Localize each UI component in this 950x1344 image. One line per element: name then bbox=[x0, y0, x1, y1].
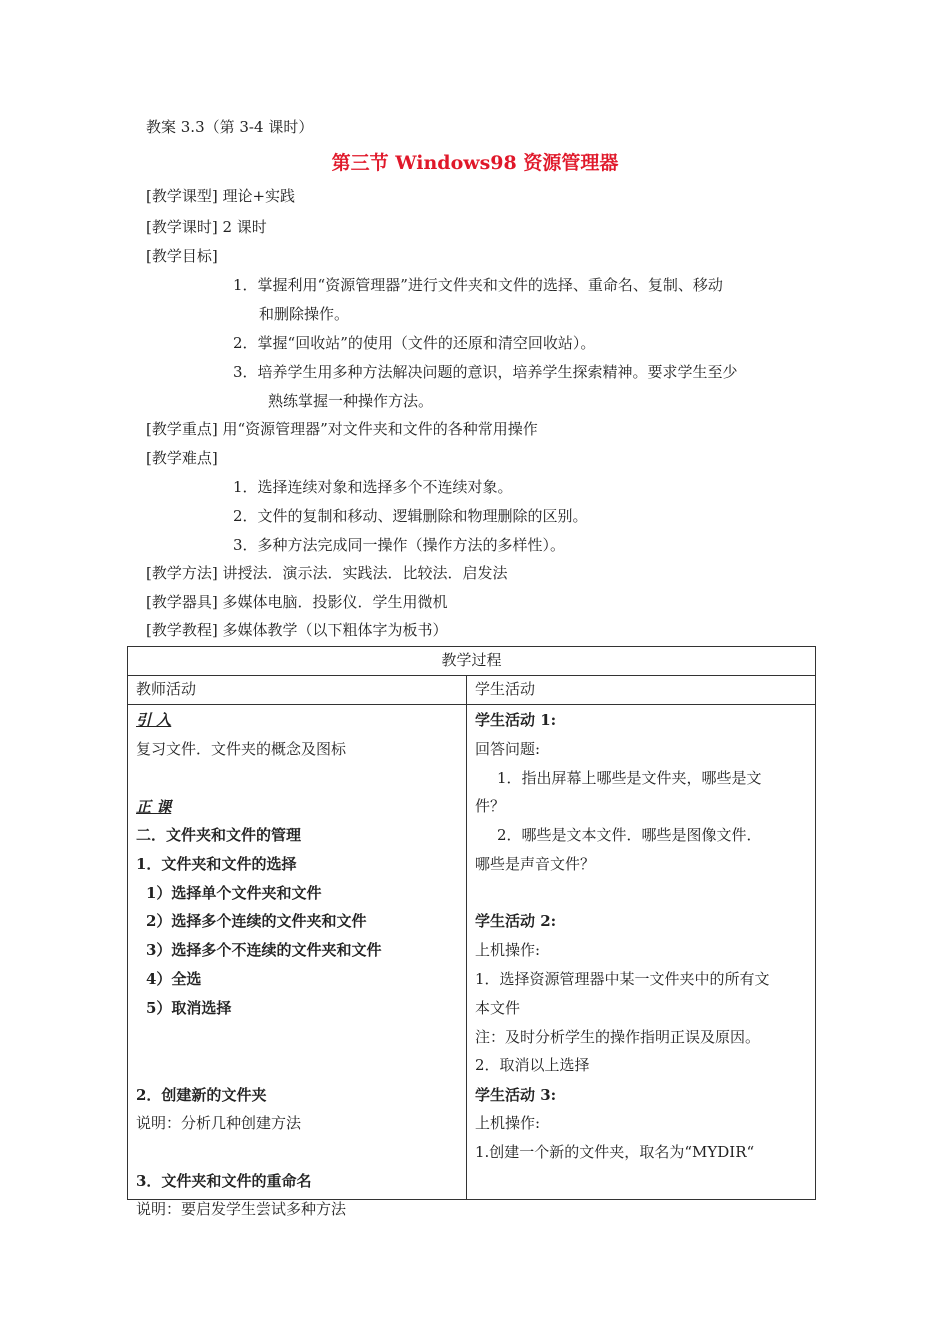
goals-label: [教学目标] bbox=[146, 247, 218, 265]
goal-line: 和删除操作。 bbox=[259, 305, 350, 323]
process-table bbox=[127, 646, 816, 1218]
subsection-heading: 3．文件夹和文件的重命名 bbox=[136, 1172, 312, 1190]
activity-text: 哪些是声音文件？ bbox=[475, 855, 596, 873]
teacher-column-header: 教师活动 bbox=[128, 676, 467, 705]
subsection-heading: 1．文件夹和文件的选择 bbox=[136, 855, 297, 873]
activity-label: 学生活动 3: bbox=[475, 1086, 557, 1104]
goal-line: 3．培养学生用多种方法解决问题的意识，培养学生探索精神。要求学生至少 bbox=[233, 363, 738, 381]
list-item: 1）选择单个文件夹和文件 bbox=[146, 884, 322, 902]
goal-line: 熟练掌握一种操作方法。 bbox=[268, 392, 434, 410]
activity-text: 上机操作: bbox=[475, 1114, 541, 1132]
key-point: [教学重点] 用“资源管理器”对文件夹和文件的各种常用操作 bbox=[146, 420, 538, 438]
activity-text: 2．取消以上选择 bbox=[475, 1056, 590, 1074]
student-activity-cell bbox=[467, 705, 816, 1200]
difficulty-line: 3．多种方法完成同一操作（操作方法的多样性）。 bbox=[233, 536, 566, 554]
difficulty-line: 2．文件的复制和移动、逻辑删除和物理删除的区别。 bbox=[233, 507, 588, 525]
teacher-activity-cell bbox=[128, 705, 467, 1218]
teaching-method: [教学方法] 讲授法．演示法．实践法．比较法．启发法 bbox=[146, 564, 508, 582]
table-title: 教学过程 bbox=[128, 647, 816, 676]
activity-text: 注：及时分析学生的操作指明正误及原因。 bbox=[475, 1028, 761, 1046]
lesson-type: [教学课型] 理论+实践 bbox=[146, 187, 296, 205]
activity-label: 学生活动 1: bbox=[475, 711, 557, 729]
activity-text: 1.创建一个新的文件夹，取名为“MYDIR“ bbox=[475, 1143, 755, 1161]
list-item: 5）取消选择 bbox=[146, 999, 232, 1017]
activity-text: 上机操作: bbox=[475, 941, 541, 959]
activity-text: 回答问题: bbox=[475, 740, 541, 758]
teaching-course: [教学教程] 多媒体教学（以下粗体字为板书） bbox=[146, 621, 448, 639]
intro-text: 复习文件．文件夹的概念及图标 bbox=[136, 740, 347, 758]
subsection-heading: 2．创建新的文件夹 bbox=[136, 1086, 267, 1104]
list-item: 3）选择多个不连续的文件夹和文件 bbox=[146, 941, 382, 959]
difficulty-label: [教学难点] bbox=[146, 449, 218, 467]
lesson-hours: [教学课时] 2 课时 bbox=[146, 218, 267, 236]
main-label: 正 课 bbox=[136, 798, 172, 816]
activity-text: 件？ bbox=[475, 797, 506, 815]
page-title: 第三节 Windows98 资源管理器 bbox=[331, 152, 619, 174]
student-column-header: 学生活动 bbox=[467, 676, 816, 705]
activity-text: 1．指出屏幕上哪些是文件夹，哪些是文 bbox=[497, 769, 762, 787]
intro-label: 引 入 bbox=[136, 711, 172, 729]
list-item: 2）选择多个连续的文件夹和文件 bbox=[146, 912, 367, 930]
note-text: 说明：分析几种创建方法 bbox=[136, 1114, 302, 1132]
activity-text: 本文件 bbox=[475, 999, 521, 1017]
note-text: 说明：要启发学生尝试多种方法 bbox=[136, 1200, 347, 1218]
goal-line: 1．掌握利用“资源管理器”进行文件夹和文件的选择、重命名、复制、移动 bbox=[233, 276, 723, 294]
section-heading: 二．文件夹和文件的管理 bbox=[136, 826, 302, 844]
list-item: 4）全选 bbox=[146, 970, 202, 988]
difficulty-line: 1．选择连续对象和选择多个不连续对象。 bbox=[233, 478, 513, 496]
teaching-tools: [教学器具] 多媒体电脑．投影仪．学生用微机 bbox=[146, 593, 448, 611]
activity-text: 2．哪些是文本文件．哪些是图像文件． bbox=[497, 826, 762, 844]
lesson-number: 教案 3.3（第 3-4 课时） bbox=[146, 118, 314, 136]
goal-line: 2．掌握“回收站”的使用（文件的还原和清空回收站）。 bbox=[233, 334, 596, 352]
activity-label: 学生活动 2: bbox=[475, 912, 557, 930]
activity-text: 1．选择资源管理器中某一文件夹中的所有文 bbox=[475, 970, 770, 988]
